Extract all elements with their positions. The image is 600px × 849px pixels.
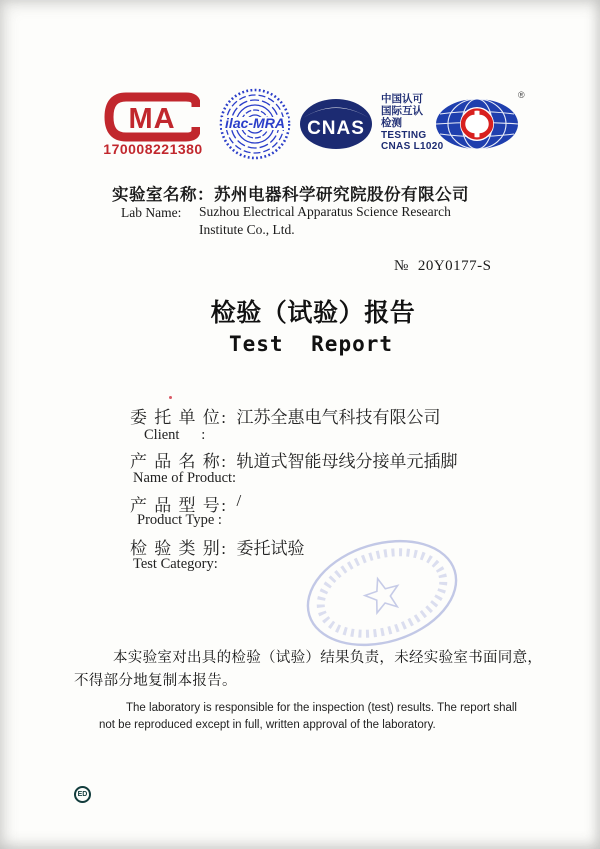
disclaimer-en-line1: The laboratory is responsible for the inspection (test) results. The report shall (126, 702, 517, 714)
field-product-name-label-zh: 产 品 名 称: (130, 452, 228, 471)
lab-name-label-en: Lab Name: (121, 205, 182, 220)
seal-star-icon (361, 574, 403, 615)
field-product-type-value: / (236, 491, 242, 510)
field-product-name-value: 轨道式智能母线分接单元插脚 (236, 452, 458, 471)
lab-name-row-zh (112, 181, 469, 205)
field-test-category-value: 委托试验 (236, 539, 305, 558)
accreditation-line-2: 国际互认 (381, 105, 423, 118)
accreditation-line-5: CNAS L1020 (381, 141, 444, 153)
ilac-mra-label: ilac-MRA (225, 115, 285, 131)
field-product-type-label-en: Product Type : (137, 512, 222, 528)
report-number-symbol: № (394, 258, 409, 274)
lab-name-value-zh: 苏州电器科学研究院股份有限公司 (214, 186, 469, 204)
cma-letters: MA (128, 103, 176, 135)
accreditation-line-1: 中国认可 (381, 93, 423, 105)
field-product-name-label-en: Name of Product: (133, 470, 237, 486)
field-client-label-en: Client : (144, 427, 206, 443)
cnas-label: CNAS (307, 118, 365, 139)
registered-trademark-symbol: ® (518, 90, 525, 100)
cma-certificate-number: 170008221380 (103, 141, 203, 157)
field-test-category-label-zh: 检 验 类 别: (130, 539, 228, 558)
disclaimer-zh-line2: 不得部分地复制本报告。 (74, 673, 237, 689)
lab-name-label-zh: 实验室名称： (112, 186, 214, 204)
lab-name-value-en-line1: Suzhou Electrical Apparatus Science Research (199, 204, 451, 219)
field-client-value: 江苏全惠电气科技有限公司 (236, 408, 441, 427)
ilac-mra-logo (219, 88, 291, 160)
report-title-zh: 检验（试验）报告 (210, 299, 416, 327)
globe-certification-logo (434, 98, 522, 151)
official-seal-stamp (297, 530, 467, 656)
binder-hole-emblem: ED (74, 786, 91, 803)
disclaimer-en-line2: not be reproduced except in full, written approval of the laboratory. (99, 719, 436, 731)
lab-name-value-en-line2: Institute Co., Ltd. (199, 222, 295, 237)
field-product-type-label-zh: 产 品 型 号: (130, 496, 228, 515)
field-test-category-label-en: Test Category: (133, 556, 218, 572)
cnas-logo (297, 97, 375, 152)
scan-artifact-dot (169, 396, 172, 399)
report-title-en: Test Report (228, 332, 394, 356)
field-product-name-row-zh (130, 447, 457, 472)
report-number-value: 20Y0177-S (417, 258, 492, 274)
field-client-row-zh (130, 403, 440, 428)
disclaimer-zh-line1: 本实验室对出具的检验（试验）结果负责，未经实验室书面同意， (113, 650, 543, 666)
accreditation-line-4: TESTING (381, 129, 427, 141)
report-number (394, 258, 491, 275)
field-client-label-zh: 委 托 单 位: (130, 408, 228, 427)
accreditation-line-3: 检测 (381, 117, 402, 130)
cma-logo (104, 92, 200, 142)
